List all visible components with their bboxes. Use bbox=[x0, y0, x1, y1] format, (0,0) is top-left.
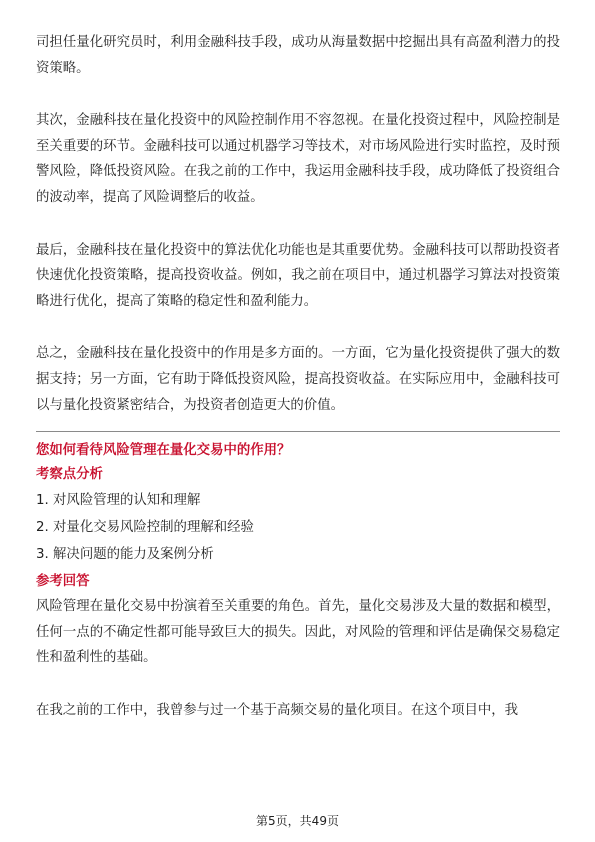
body-paragraph: 司担任量化研究员时，利用金融科技手段，成功从海量数据中挖掘出具有高盈利潜力的投资策略。 bbox=[36, 35, 560, 76]
paragraph-gap bbox=[36, 211, 560, 238]
body-paragraph: 最后，金融科技在量化投资中的算法优化功能也是其重要优势。金融科技可以帮助投资者快速优化投资策略，提高投资收益。例如，我之前在项目中，通过机器学习算法对投资策略进行优化，提高了策略的稳定性和盈利能力。 bbox=[36, 242, 560, 309]
answer-paragraph: 在我之前的工作中，我曾参与过一个基于高频交易的量化项目。在这个项目中，我 bbox=[36, 702, 519, 718]
page-number: 第5页，共49页 bbox=[256, 814, 339, 828]
section-divider bbox=[36, 431, 560, 432]
analysis-list bbox=[36, 487, 560, 568]
paragraph-gap bbox=[36, 81, 560, 108]
analysis-item: 1. 对风险管理的认知和理解 bbox=[36, 493, 201, 509]
question-title: 您如何看待风险管理在量化交易中的作用？ bbox=[36, 443, 291, 459]
answer-heading: 参考回答 bbox=[36, 574, 90, 590]
page-content bbox=[36, 30, 560, 724]
analysis-heading: 考察点分析 bbox=[36, 467, 103, 483]
analysis-item: 2. 对量化交易风险控制的理解和经验 bbox=[36, 520, 254, 536]
paragraph-gap bbox=[36, 671, 560, 698]
body-paragraph: 总之，金融科技在量化投资中的作用是多方面的。一方面，它为量化投资提供了强大的数据支持；另一方面，它有助于降低投资风险，提高投资收益。在实际应用中，金融科技可以与量化投资紧密结合，为投资者创造更大的价值。 bbox=[36, 346, 560, 413]
body-paragraph: 其次，金融科技在量化投资中的风险控制作用不容忽视。在量化投资过程中，风险控制是至关重要的环节。金融科技可以通过机器学习等技术，对市场风险进行实时监控，及时预警风险，降低投资风险。在我之前的工作中，我运用金融科技手段，成功降低了投资组合的波动率，提高了风险调整后的收益。 bbox=[36, 113, 560, 205]
paragraph-gap bbox=[36, 314, 560, 341]
analysis-item: 3. 解决问题的能力及案例分析 bbox=[36, 547, 214, 563]
answer-paragraph: 风险管理在量化交易中扮演着至关重要的角色。首先，量化交易涉及大量的数据和模型，任何一点的不确定性都可能导致巨大的损失。因此，对风险的管理和评估是确保交易稳定性和盈利性的基础。 bbox=[36, 599, 560, 666]
